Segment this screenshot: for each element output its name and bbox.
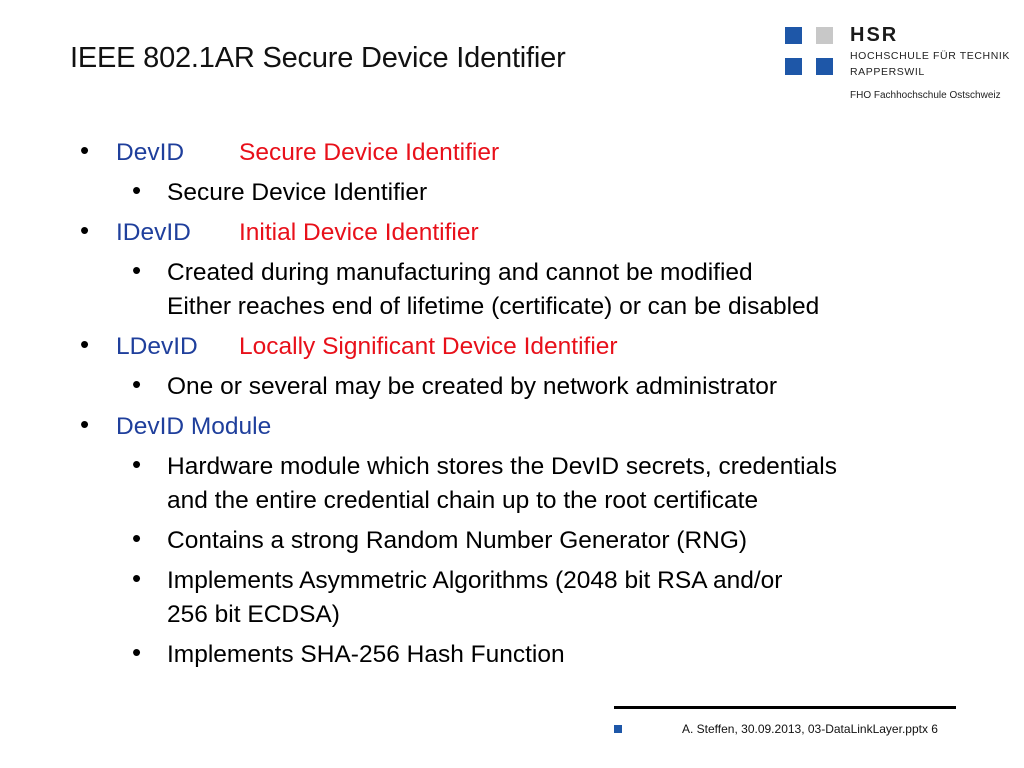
bullet-dot: • [132, 449, 142, 479]
footer-text: A. Steffen, 30.09.2013, 03-DataLinkLayer.pptx 6 [682, 722, 938, 736]
footer-divider [614, 706, 956, 709]
bullet-dot: • [132, 637, 142, 667]
logo-square-blue-1 [785, 27, 802, 44]
def-idevid: Initial Device Identifier [239, 219, 479, 246]
term-devid: DevID [116, 139, 185, 166]
logo-wordmark: HSR [850, 24, 899, 46]
bullet-dot: • [132, 563, 142, 593]
bullet-dot: • [80, 329, 90, 359]
sub-bullet [80, 176, 980, 210]
bullet-dot: • [132, 255, 142, 285]
bullet-devid-module [80, 410, 980, 444]
sub-bullet-text: and the entire credential chain up to the root certificate [167, 487, 759, 514]
bullet-dot: • [80, 135, 90, 165]
logo-square-blue-2 [785, 58, 802, 75]
sub-bullet-text: 256 bit ECDSA) [167, 601, 340, 628]
logo-square-blue-3 [816, 58, 833, 75]
logo-line-3: FHO Fachhochschule Ostschweiz [850, 90, 1001, 101]
sub-bullet-text: Contains a strong Random Number Generator (RNG) [167, 527, 748, 554]
term-ldevid: LDevID [116, 333, 198, 360]
sub-bullet-text: Created during manufacturing and cannot be modified [167, 259, 753, 286]
bullet-dot: • [80, 409, 90, 439]
footer-square-icon [614, 725, 622, 733]
term-devid-module: DevID Module [116, 413, 272, 440]
sub-bullet [80, 256, 980, 324]
term-idevid: IDevID [116, 219, 191, 246]
sub-bullet-text: Implements SHA-256 Hash Function [167, 641, 565, 668]
bullet-devid [80, 136, 980, 170]
bullet-dot: • [132, 175, 142, 205]
sub-bullet-text: Hardware module which stores the DevID secrets, credentials [167, 453, 837, 480]
bullet-dot: • [132, 369, 142, 399]
bullet-idevid [80, 216, 980, 250]
sub-bullet-text: Implements Asymmetric Algorithms (2048 bit RSA and/or [167, 567, 783, 594]
slide-title: IEEE 802.1AR Secure Device Identifier [70, 42, 566, 74]
sub-bullet [80, 564, 980, 632]
sub-bullet-text: Secure Device Identifier [167, 179, 428, 206]
sub-bullet-text: One or several may be created by network administrator [167, 373, 778, 400]
bullet-dot: • [80, 215, 90, 245]
sub-bullet [80, 638, 980, 672]
sub-bullet [80, 370, 980, 404]
logo-line-2: RAPPERSWIL [850, 66, 925, 78]
sub-bullet [80, 450, 980, 518]
sub-bullet [80, 524, 980, 558]
logo-square-gray [816, 27, 833, 44]
sub-bullet-text: Either reaches end of lifetime (certificate) or can be disabled [167, 293, 820, 320]
bullet-dot: • [132, 523, 142, 553]
bullet-list [80, 136, 980, 672]
logo-line-1: HOCHSCHULE FÜR TECHNIK [850, 50, 1011, 62]
hsr-logo [785, 24, 1015, 104]
def-devid: Secure Device Identifier [239, 139, 500, 166]
bullet-ldevid [80, 330, 980, 364]
def-ldevid: Locally Significant Device Identifier [239, 333, 618, 360]
